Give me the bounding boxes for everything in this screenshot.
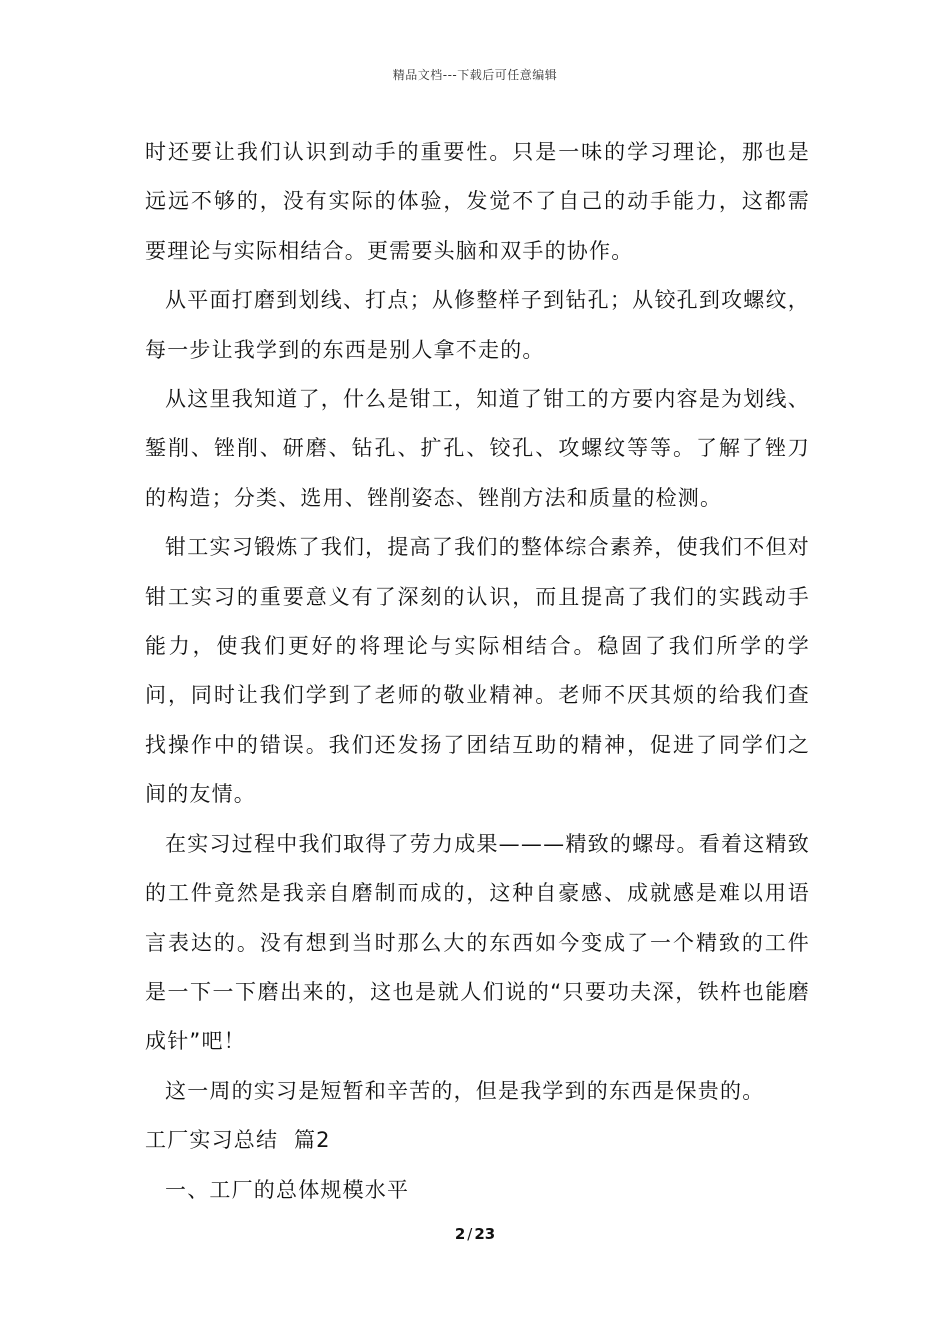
paragraph: 从平面打磨到划线、打点；从修整样子到钻孔；从铰孔到攻螺纹，每一步让我学到的东西是别人拿不走的。 [145, 288, 810, 362]
paragraph-continuation: 时还要让我们认识到动手的重要性。只是一味的学习理论，那也是远远不够的，没有实际的体验，发觉不了自己的动手能力，这都需要理论与实际相结合。更需要头脑和双手的协作。 [145, 140, 810, 263]
paragraph: 钳工实习锻炼了我们，提高了我们的整体综合素养，使我们不但对钳工实习的重要意义有了深刻的认识，而且提高了我们的实践动手能力，使我们更好的将理论与实际相结合。稳固了我们所学的学问，同时让我们学到了老师的敬业精神。老师不厌其烦的给我们查找操作中的错误。我们还发扬了团结互助的精神，促进了同学们之间的友情。 [145, 535, 810, 807]
page-number [0, 1225, 950, 1243]
subsection-title: 一、工厂的总体规模水平 [165, 1177, 410, 1202]
paragraph: 在实习过程中我们取得了劳力成果———精致的螺母。看着这精致的工件竟然是我亲自磨制而成的，这种自豪感、成就感是难以用语言表达的。没有想到当时那么大的东西如今变成了一个精致的工件是一下一下磨出来的，这也是就人们说的“只要功夫深，铁杵也能磨成针”吧！ [145, 831, 810, 1054]
current-page: 2 [454, 1225, 466, 1243]
total-pages: 23 [474, 1225, 496, 1243]
document-body [145, 128, 810, 1215]
paragraph: 这一周的实习是短暂和辛苦的，但是我学到的东西是保贵的。 [165, 1078, 765, 1103]
section-title: 工厂实习总结 篇2 [145, 1128, 331, 1153]
page-separator: / [467, 1225, 473, 1243]
paragraph: 从这里我知道了，什么是钳工，知道了钳工的方要内容是为划线、錾削、锉削、研磨、钻孔、扩孔、铰孔、攻螺纹等等。了解了锉刀的构造；分类、选用、锉削姿态、锉削方法和质量的检测。 [145, 387, 810, 510]
page-header: 精品文档---下载后可任意编辑 [392, 68, 558, 82]
